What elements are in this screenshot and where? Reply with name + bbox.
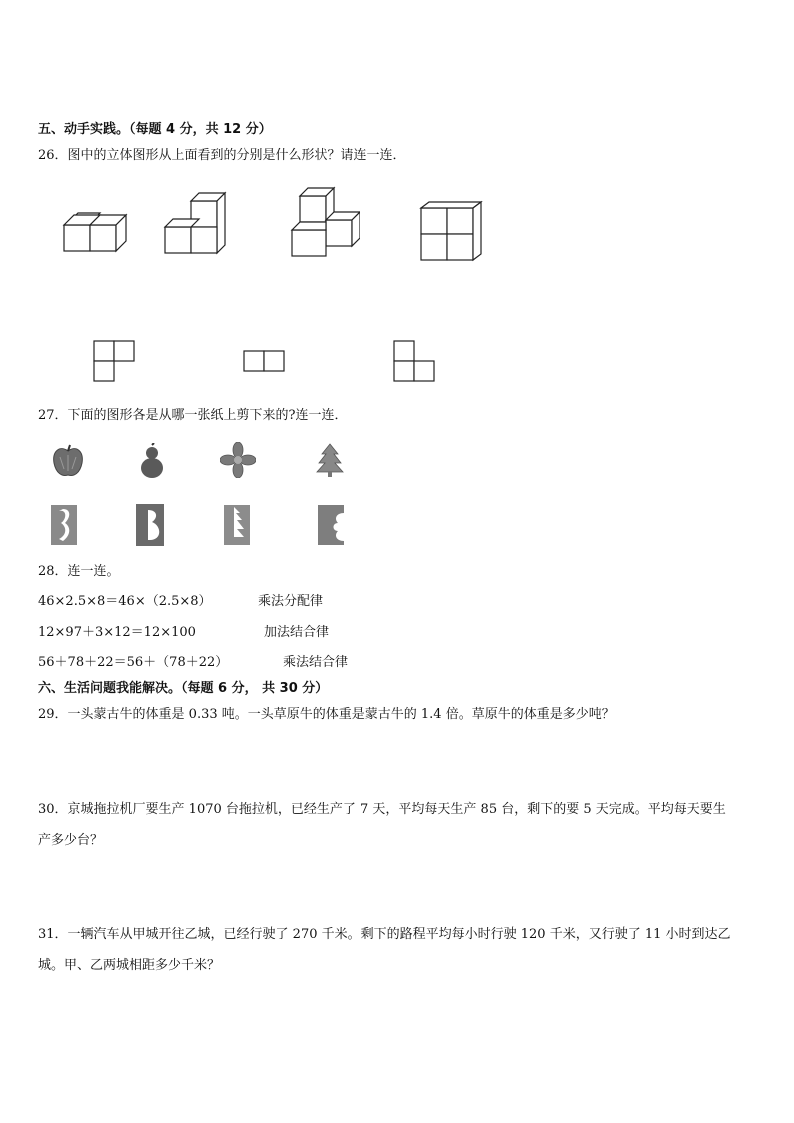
question-28: 28．连一连。 <box>38 564 120 579</box>
question-31-line-1: 31．一辆汽车从甲城开往乙城，已经行驶了 270 千米。剩下的路程平均每小时行驶 120 千米，又行驶了 11 小时到达乙 <box>38 927 731 942</box>
apple-cutout-icon <box>50 443 86 479</box>
gourd-cutout-icon <box>136 443 168 479</box>
paper-flower-hole-icon <box>316 503 348 547</box>
solid-figure-2 <box>163 191 227 255</box>
tree-cutout-icon <box>315 442 345 478</box>
section-5-title: 五、动手实践。（每题 4 分，共 12 分） <box>38 122 272 137</box>
top-view-1 <box>93 340 137 382</box>
top-view-2 <box>243 350 287 372</box>
question-30-line-1: 30．京城拖拉机厂要生产 1070 台拖拉机，已经生产了 7 天，平均每天生产 85 台，剩下的要 5 天完成。平均每天要生 <box>38 802 726 817</box>
question-29: 29．一头蒙古牛的体重是 0.33 吨。一头草原牛的体重是蒙古牛的 1.4 倍。草原牛的体重是多少吨？ <box>38 707 615 722</box>
question-30-line-2: 产多少台？ <box>38 833 104 848</box>
equation-1: 46×2.5×8＝46×（2.5×8） <box>38 594 212 609</box>
flower-cutout-icon <box>220 442 256 478</box>
question-27: 27．下面的图形各是从哪一张纸上剪下来的?连一连． <box>38 408 348 423</box>
law-label-3: 乘法结合律 <box>283 655 349 670</box>
paper-tree-hole-icon <box>222 503 254 547</box>
solid-figure-4 <box>419 198 483 262</box>
paper-apple-hole-icon <box>49 503 81 547</box>
solid-figure-1 <box>62 205 128 253</box>
question-31-line-2: 城。甲、乙两城相距多少千米？ <box>38 958 221 973</box>
equation-3: 56＋78＋22＝56＋（78＋22） <box>38 655 229 670</box>
section-6-title: 六、生活问题我能解决。（每题 6 分， 共 30 分） <box>38 681 329 696</box>
question-26: 26．图中的立体图形从上面看到的分别是什么形状？请连一连． <box>38 148 406 163</box>
solid-figure-3 <box>290 186 360 258</box>
top-view-3 <box>393 340 437 382</box>
law-label-1: 乘法分配律 <box>258 594 324 609</box>
law-label-2: 加法结合律 <box>264 625 330 640</box>
equation-2: 12×97＋3×12＝12×100 <box>38 625 196 640</box>
paper-gourd-hole-icon <box>134 502 168 548</box>
